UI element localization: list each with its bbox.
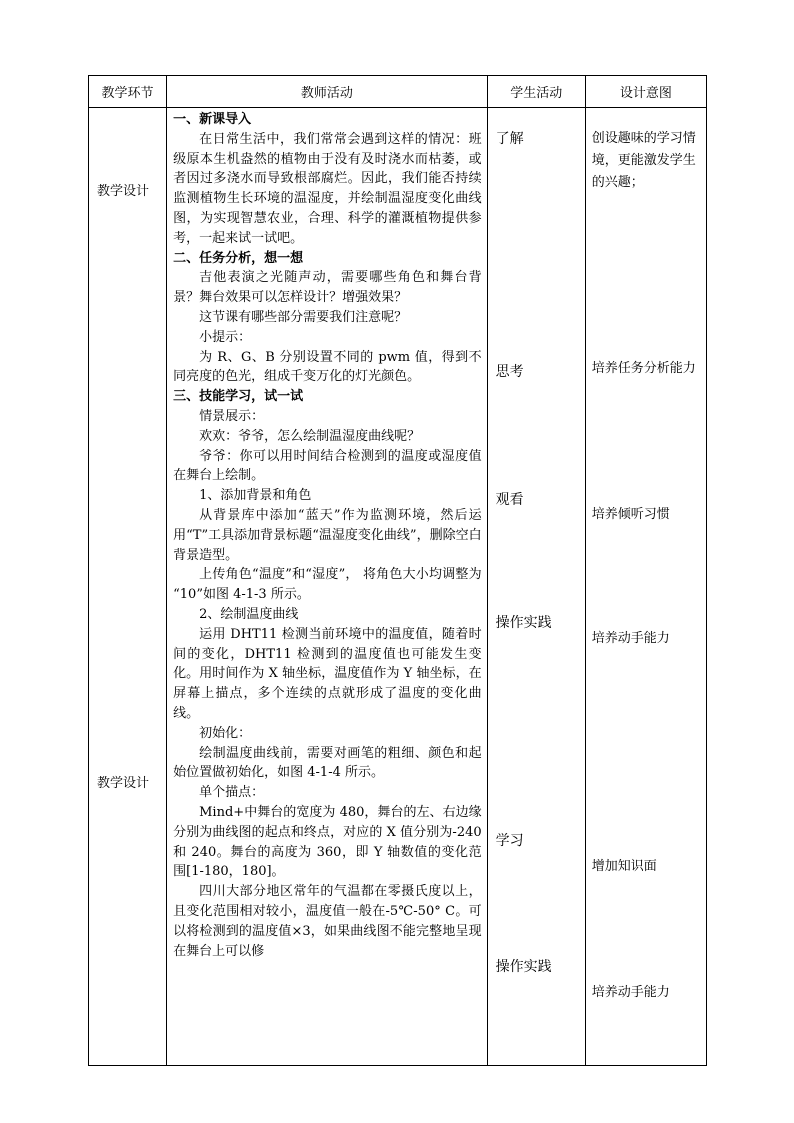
content-row [89,108,707,1066]
header-intent: 设计意图 [585,76,706,108]
design-intent-5: 增加知识面 [591,859,657,875]
teacher-activity-text [167,108,487,1064]
design-intent-1: 创设趣味的学习情境，更能激发学生的兴趣； [591,131,696,191]
stage-label-1: 教学设计 [97,184,150,200]
stage-cell [89,108,167,1066]
student-activity-3: 观看 [495,492,524,509]
header-teacher: 教师活动 [167,76,488,108]
paragraph: 为 R、G、B 分别设置不同的 pwm 值，得到不同亮度的色光，组成千变万化的灯光颜色。 [173,349,482,385]
paragraph: 情景展示： [199,408,265,424]
paragraph: 欢欢：爷爷，怎么绘制温湿度曲线呢？ [199,428,421,444]
student-activity-cell [487,108,585,1066]
header-stage: 教学环节 [89,76,167,108]
header-student: 学生活动 [487,76,585,108]
student-activity-6: 操作实践 [495,959,552,976]
design-intent-6: 培养动手能力 [591,985,670,1001]
design-intent-4: 培养动手能力 [591,631,670,647]
paragraph: 单个描点： [199,785,265,801]
design-intent-3: 培养倾听习惯 [591,507,670,523]
teacher-activity-cell [167,108,488,1066]
paragraph: Mind+中舞台的宽度为 480，舞台的左、右边缘分别为曲线图的起点和终点，对应的 X 值分别为-240 和 240。舞台的高度为 360，即 Y 轴数值的变化范围[1-180，180]。 [173,804,482,880]
stage-label-2: 教学设计 [97,776,150,792]
design-intent-cell [585,108,706,1066]
paragraph: 小提示： [199,329,252,345]
section-title-3: 三、技能学习，试一试 [173,389,304,405]
student-activity-4: 操作实践 [495,615,552,632]
student-activity-5: 学习 [495,833,524,850]
student-activity-2: 思考 [495,364,524,381]
section-title-1: 一、新课导入 [173,112,252,128]
paragraph: 爷爷：你可以用时间结合检测到的温度或湿度值在舞台上绘制。 [173,448,482,484]
paragraph: 四川大部分地区常年的气温都在零摄氏度以上，且变化范围相对较小，温度值一般在-5℃-50° C。可以将检测到的温度值×3，如果曲线图不能完整地呈现在舞台上可以修 [173,884,482,959]
paragraph: 运用 DHT11 检测当前环境中的温度值，随着时间的变化，DHT11 检测到的温度值也可能发生变化。用时间作为 X 轴坐标，温度值作为 Y 轴坐标，在屏幕上描点，多个连续的点就形成了温度的变化曲线。 [173,626,482,721]
paragraph: 从背景库中添加“蓝天”作为监测环境，然后运用“T”工具添加背景标题“温湿度变化曲线”，删除空白背景造型。 [173,507,482,563]
student-activity-1: 了解 [495,131,524,148]
paragraph: 初始化： [199,725,252,741]
paragraph: 2、绘制温度曲线 [199,606,299,622]
lesson-plan-table [88,75,707,1066]
paragraph: 在日常生活中，我们常常会遇到这样的情况：班级原本生机盎然的植物由于没有及时浇水而枯萎，或者因过多浇水而导致根部腐烂。因此，我们能否持续监测植物生长环境的温湿度，并绘制温湿度变化曲线图，为实现智慧农业，合理、科学的灌溉植物提供参考，一起来试一试吧。 [173,131,482,246]
paragraph: 绘制温度曲线前，需要对画笔的粗细、颜色和起始位置做初始化，如图 4-1-4 所示。 [173,745,482,781]
design-intent-2: 培养任务分析能力 [591,361,696,377]
section-title-2: 二、任务分析，想一想 [173,250,304,266]
paragraph: 1、添加背景和角色 [199,488,312,504]
paragraph: 上传角色“温度”和“湿度”， 将角色大小均调整为 “10”如图 4-1-3 所示。 [173,567,482,603]
paragraph: 这节课有哪些部分需要我们注意呢？ [199,310,408,325]
paragraph: 吉他表演之光随声动，需要哪些角色和舞台背景？舞台效果可以怎样设计？增强效果？ [173,270,482,306]
header-row [89,76,707,108]
